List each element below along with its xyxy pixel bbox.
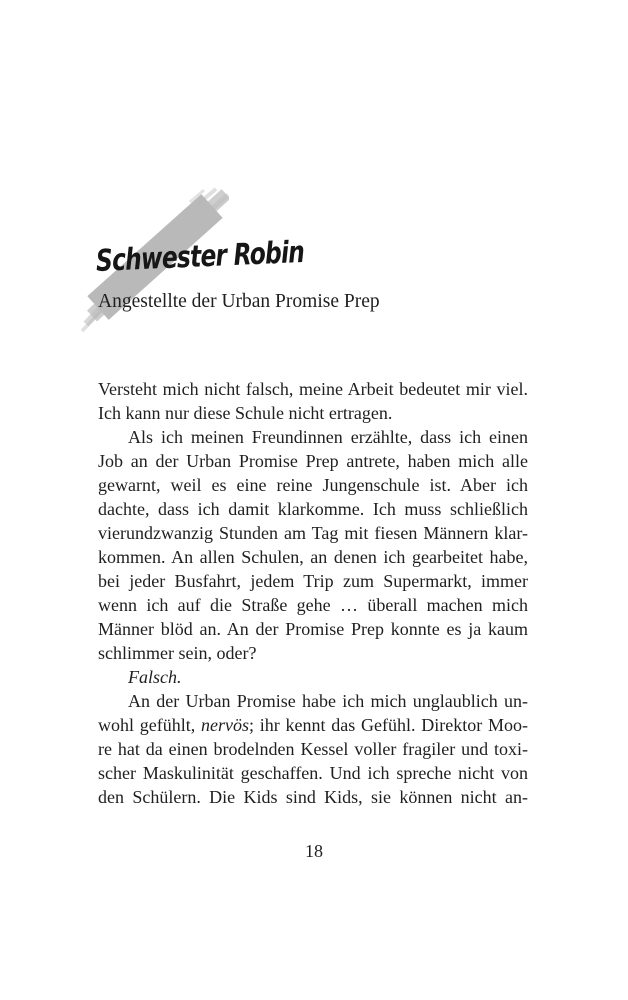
text-line: bei jeder Busfahrt, jedem Trip zum Supermarkt, immer: [98, 571, 528, 591]
text-line: schlimmer sein, oder?: [98, 643, 257, 663]
text-line: [98, 713, 528, 737]
text-line: Männer blöd an. An der Promise Prep konnte es ja kaum: [98, 619, 528, 639]
chapter-title: Schwester Robin: [95, 234, 305, 279]
text-line: kommen. An allen Schulen, an denen ich gearbeitet habe,: [98, 547, 528, 567]
text-line: Job an der Urban Promise Prep antrete, haben mich alle: [98, 451, 528, 471]
text-run: ; ihr kennt das Gefühl. Direktor Moo-: [249, 715, 528, 735]
text-line-italic: Falsch.: [128, 667, 182, 687]
text-line: gewarnt, weil es eine reine Jungenschule ist. Aber ich: [98, 475, 528, 495]
text-line: Versteht mich nicht falsch, meine Arbeit bedeutet mir viel.: [98, 379, 528, 399]
text-run-italic: nervös: [201, 715, 249, 735]
page-number: 18: [305, 841, 323, 861]
text-line: vierundzwanzig Stunden am Tag mit fiesen Männern klar-: [98, 523, 528, 543]
text-line: wenn ich auf die Straße gehe … überall machen mich: [98, 595, 528, 615]
text-run: wohl gefühlt,: [98, 715, 201, 735]
body-text: [98, 377, 528, 809]
text-line: Ich kann nur diese Schule nicht ertragen.: [98, 403, 393, 423]
text-line: re hat da einen brodelnden Kessel voller fragiler und toxi-: [98, 739, 528, 759]
text-line: Als ich meinen Freundinnen erzählte, dass ich einen: [128, 427, 528, 447]
chapter-subtitle: Angestellte der Urban Promise Prep: [98, 291, 380, 312]
text-line: scher Maskulinität geschaffen. Und ich spreche nicht von: [98, 763, 528, 783]
text-line: An der Urban Promise habe ich mich unglaublich un-: [128, 691, 528, 711]
text-line: den Schülern. Die Kids sind Kids, sie können nicht an-: [98, 787, 528, 807]
text-line: dachte, dass ich damit klarkomme. Ich muss schließlich: [98, 499, 528, 519]
